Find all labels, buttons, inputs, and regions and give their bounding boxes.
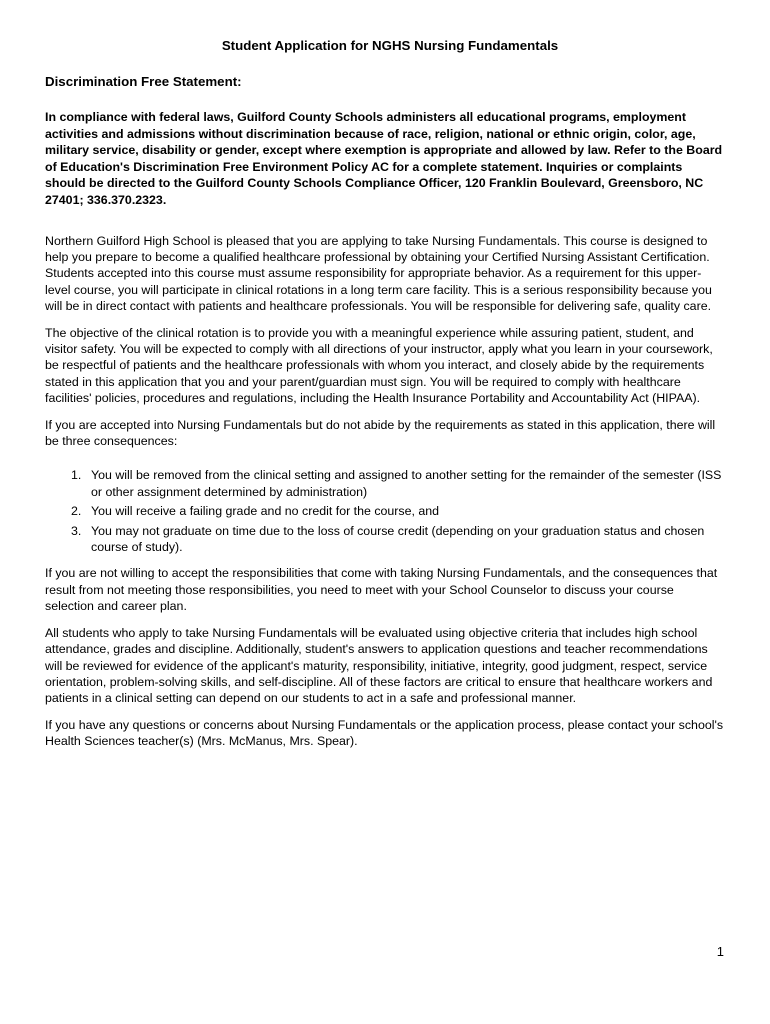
consequences-list bbox=[45, 467, 725, 555]
objective-paragraph: The objective of the clinical rotation is to provide you with a meaningful experience while assuring patient, student, and visitor safety. You will be expected to comply with all directions of your instructor, apply what you learn in your coursework, be respectful of patients and the healthcare professionals with whom you interact, and closely abide by the requirements stated in this application that you and your parent/guardian must sign. You will be required to comply with healthcare facilities' policies, procedures and regulations, including the Health Insurance Portability and Accountability Act (HIPAA). bbox=[45, 325, 713, 406]
evaluation-paragraph: All students who apply to take Nursing Fundamentals will be evaluated using objective criteria that includes high school attendance, grades and discipline. Additionally, student's answers to application questions and teacher recommendations will be reviewed for evidence of the applicant's maturity, responsibility, initiative, integrity, good judgment, respect, service orientation, problem-solving skills, and self-discipline. All of these factors are critical to ensure that healthcare workers and patients in a clinical setting can depend on our students to act in a safe and professional manner. bbox=[45, 625, 713, 706]
list-item-number: 1. bbox=[71, 468, 82, 483]
intro-paragraph: Northern Guilford High School is pleased that you are applying to take Nursing Fundamentals. This course is designed to help you prepare to become a qualified healthcare professional by obtaining your Certified Nursing Assistant Certification. Students accepted into this course must assume responsibility for appropriate behavior. As a requirement for this upper-level course, you will participate in clinical rotations in a long term care facility. This is a serious responsibility because you will be in direct contact with patients and healthcare professionals. You will be responsible for delivering safe, quality care. bbox=[45, 233, 712, 314]
questions-paragraph: If you have any questions or concerns about Nursing Fundamentals or the application process, please contact your school's Health Sciences teacher(s) (Mrs. McManus, Mrs. Spear). bbox=[45, 717, 724, 749]
list-item-text: You may not graduate on time due to the loss of course credit (depending on your graduation status and chosen course of study). bbox=[91, 523, 705, 555]
list-item-number: 3. bbox=[71, 523, 82, 538]
list-item-number: 2. bbox=[71, 504, 82, 519]
not-willing-paragraph: If you are not willing to accept the responsibilities that come with taking Nursing Fundamentals, and the consequences that result from not meeting those responsibilities, you need to meet with your School Counselor to discuss your course selection and career plan. bbox=[45, 566, 718, 614]
list-item bbox=[45, 503, 725, 519]
list-item bbox=[45, 523, 725, 556]
list-item bbox=[45, 467, 725, 500]
document-content bbox=[45, 37, 725, 750]
consequences-intro-paragraph: If you are accepted into Nursing Fundamentals but do not abide by the requirements as stated in this application, there will be three consequences: bbox=[45, 417, 716, 449]
document-title: Student Application for NGHS Nursing Fundamentals bbox=[221, 38, 559, 53]
discrimination-statement: In compliance with federal laws, Guilford County Schools administers all educational programs, employment activities and admissions without discrimination because of race, religion, national or ethnic origin, color, age, military service, disability or gender, except where exemption is appropriate and allowed by law. Refer to the Board of Education's Discrimination Free Environment Policy AC for a complete statement. Inquiries or complaints should be directed to the Guilford County Schools Compliance Officer, 120 Franklin Boulevard, Greensboro, NC 27401; 336.370.2323. bbox=[45, 110, 723, 207]
list-item-text: You will be removed from the clinical setting and assigned to another setting for the remainder of the semester (ISS or other assignment determined by administration) bbox=[91, 468, 722, 499]
page-number: 1 bbox=[716, 944, 724, 959]
list-item-text: You will receive a failing grade and no credit for the course, and bbox=[91, 504, 440, 519]
discrimination-heading: Discrimination Free Statement: bbox=[45, 74, 242, 89]
